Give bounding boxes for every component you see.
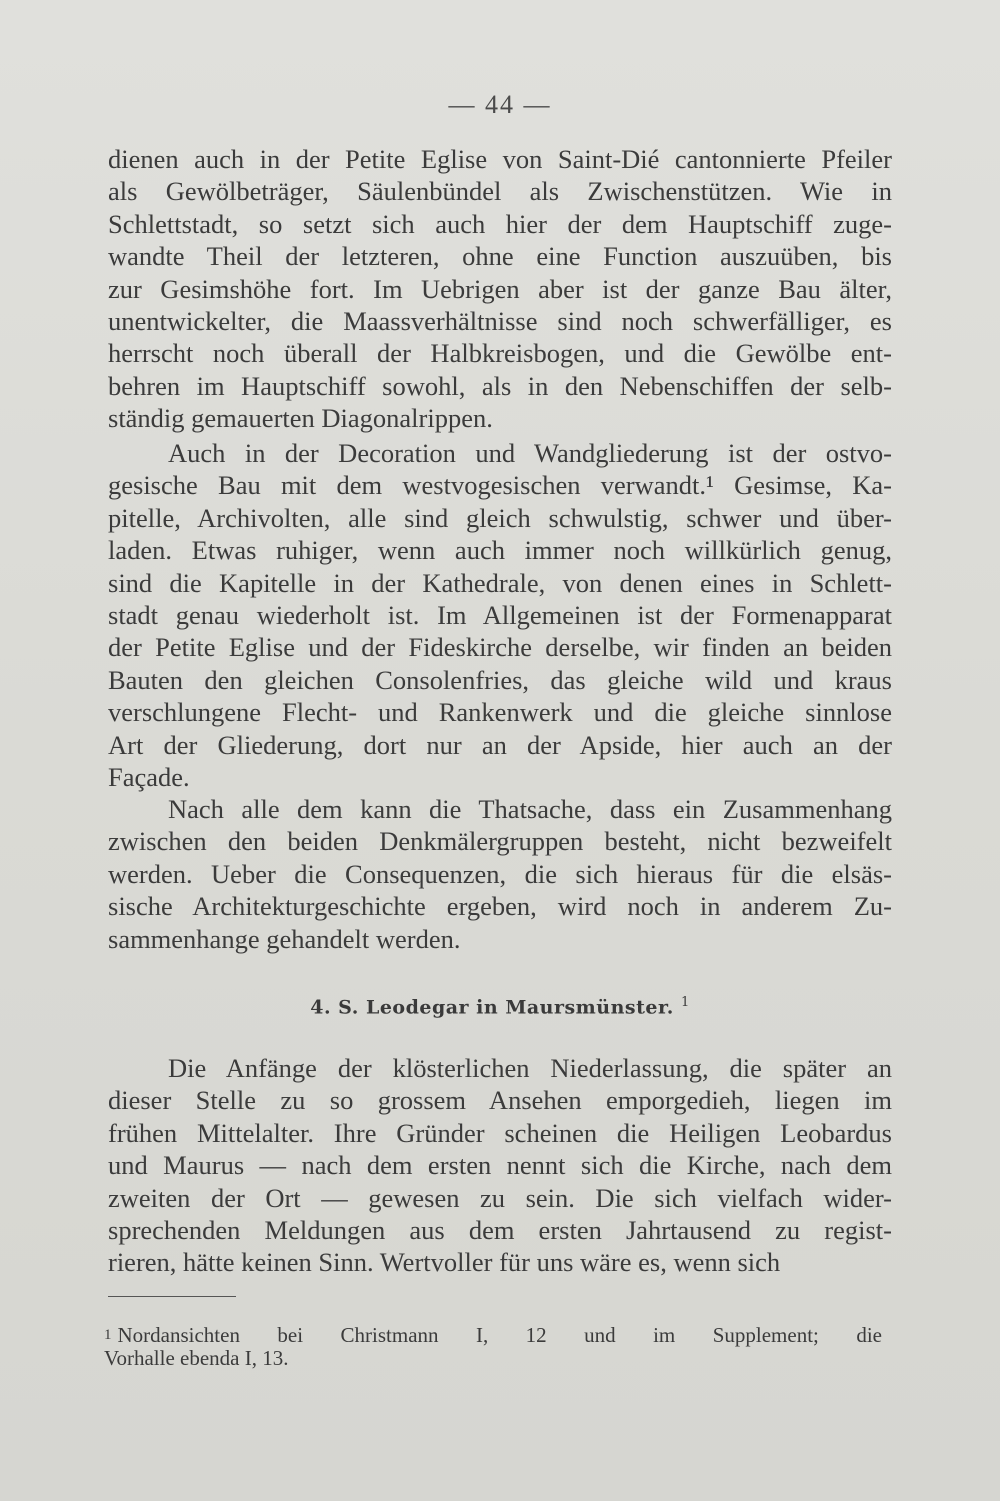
text-line: dieser Stelle zu so grossem Ansehen emporgedieh, liegen im: [108, 1085, 892, 1116]
text-line: Bauten den gleichen Consolenfries, das gleiche wild und kraus: [108, 664, 892, 695]
text-line: dienen auch in der Petite Eglise von Saint-Dié cantonnierte Pfeiler: [108, 144, 892, 174]
section-heading-footnote-mark: 1: [680, 995, 690, 1010]
text-line: und Maurus — nach dem ersten nennt sich die Kirche, nach dem: [108, 1150, 892, 1181]
paragraph-3: [108, 793, 892, 955]
text-line: der Petite Eglise und der Fideskirche derselbe, wir finden an beiden: [108, 632, 892, 663]
paragraph-2: [108, 437, 892, 793]
text-line: Auch in der Decoration und Wandgliederung ist der ostvo-: [168, 438, 892, 468]
text-line: als Gewölbeträger, Säulenbündel als Zwischenstützen. Wie in: [108, 176, 892, 207]
section-heading: [0, 995, 1000, 1018]
text-line: Art der Gliederung, dort nur an der Apside, hier auch an der: [108, 729, 892, 760]
paragraph-4: [108, 1052, 892, 1279]
text-line: herrscht noch überall der Halbkreisbogen, und die Gewölbe ent-: [108, 338, 892, 369]
footnote: [104, 1324, 882, 1370]
paragraph-1: [108, 143, 892, 435]
text-line: frühen Mittelalter. Ihre Gründer scheinen die Heiligen Leobardus: [108, 1117, 892, 1148]
footnote-line: Vorhalle ebenda I, 13.: [104, 1346, 289, 1370]
text-line: stadt genau wiederholt ist. Im Allgemeinen ist der Formenapparat: [108, 599, 892, 630]
text-line: sprechenden Meldungen aus dem ersten Jahrtausend zu regist-: [108, 1214, 892, 1245]
text-line: sind die Kapitelle in der Kathedrale, von denen eines in Schlett-: [108, 567, 892, 598]
text-line: ständig gemauerten Diagonalrippen.: [108, 403, 493, 434]
text-line: zwischen den beiden Denkmälergruppen besteht, nicht bezweifelt: [108, 826, 892, 857]
text-line: Façade.: [108, 761, 190, 792]
text-line: sammenhange gehandelt werden.: [108, 923, 461, 954]
text-line: behren im Hauptschiff sowohl, als in den Nebenschiffen der selb-: [108, 370, 892, 401]
footnote-rule: [108, 1296, 236, 1297]
text-line: unentwickelter, die Maassverhältnisse sind noch schwerfälliger, es: [108, 305, 892, 336]
text-line: wandte Theil der letzteren, ohne eine Function auszuüben, bis: [108, 241, 892, 272]
text-line: gesische Bau mit dem westvogesischen verwandt.¹ Gesimse, Ka-: [108, 470, 892, 501]
text-line: laden. Etwas ruhiger, wenn auch immer noch willkürlich genug,: [108, 535, 892, 566]
text-line: Die Anfänge der klösterlichen Niederlassung, die später an: [168, 1053, 892, 1083]
footnote-line-text: Nordansichten bei Christmann I, 12 und im Supplement; die: [117, 1323, 882, 1347]
footnote-line: [104, 1324, 882, 1347]
text-line: sische Architekturgeschichte ergeben, wird noch in anderem Zu-: [108, 891, 892, 922]
section-heading-text: 4. S. Leodegar in Maursmünster.: [310, 996, 674, 1019]
footnote-mark: 1: [104, 1327, 112, 1343]
text-line: zur Gesimshöhe fort. Im Uebrigen aber ist der ganze Bau älter,: [108, 273, 892, 304]
text-line: pitelle, Archivolten, alle sind gleich schwulstig, schwer und über-: [108, 502, 892, 533]
text-line: rieren, hätte keinen Sinn. Wertvoller für uns wäre es, wenn sich: [108, 1247, 781, 1278]
text-line: zweiten der Ort — gewesen zu sein. Die sich vielfach wider-: [108, 1182, 892, 1213]
page-number: — 44 —: [448, 90, 552, 119]
text-line: verschlungene Flecht- und Rankenwerk und die gleiche sinnlose: [108, 697, 892, 728]
text-line: Schlettstadt, so setzt sich auch hier der dem Hauptschiff zuge-: [108, 208, 892, 239]
text-line: Nach alle dem kann die Thatsache, dass ein Zusammenhang: [168, 794, 892, 824]
text-line: werden. Ueber die Consequenzen, die sich hieraus für die elsäs-: [108, 858, 892, 889]
